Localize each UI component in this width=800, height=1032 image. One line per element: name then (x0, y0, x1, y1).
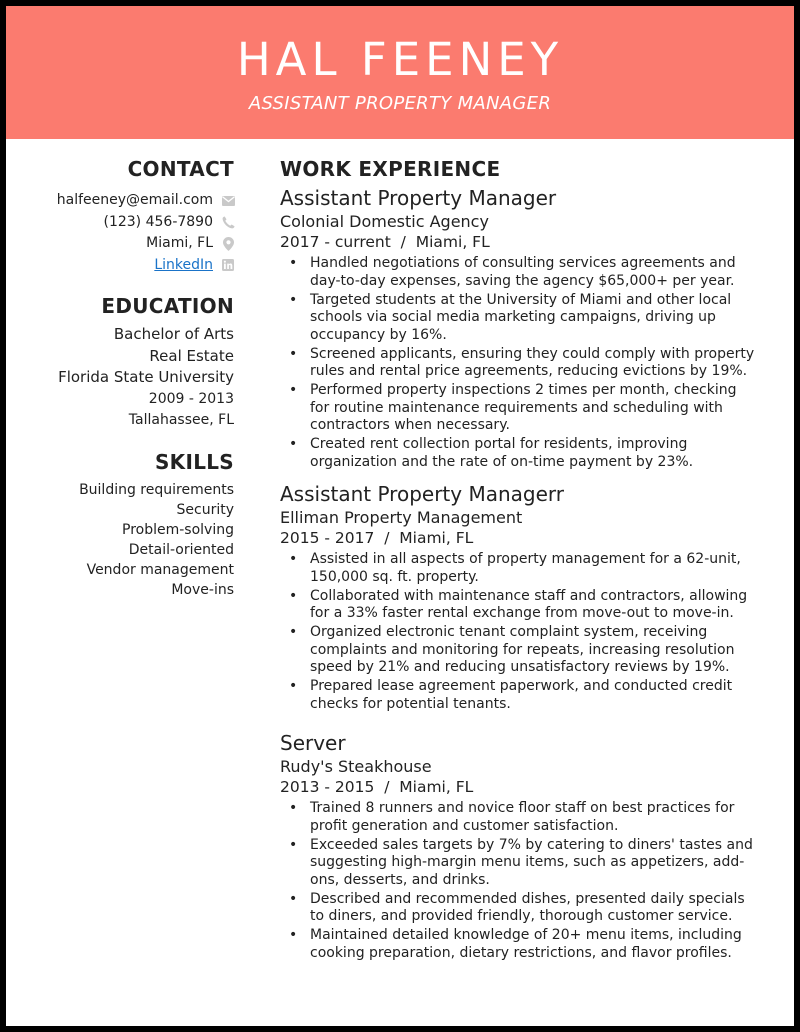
contact-location (6, 233, 234, 255)
job-bullet: • Maintained detailed knowledge of 20+ menu items, including cooking preparation, dietary restrictions, and flavor profiles. (310, 927, 760, 962)
job-bullet: • Collaborated with maintenance staff and contractors, allowing for a 33% faster rental exchange from move-out to move-in. (310, 588, 760, 623)
contact-phone (6, 212, 234, 234)
skill-item: Building requirements (79, 481, 234, 498)
contact-email (6, 190, 234, 212)
job-bullets (280, 800, 760, 962)
job-entry (280, 731, 760, 962)
education-location: Tallahassee, FL (128, 412, 234, 428)
job-bullet: • Created rent collection portal for residents, improving organization and the rate of on-time payment by 23%. (310, 436, 760, 471)
job-dates: 2013 - 2015 / Miami, FL (280, 778, 474, 796)
skill-item: Problem-solving (122, 521, 234, 538)
skill-item: Vendor management (86, 561, 234, 578)
map-pin-icon (221, 237, 235, 251)
contact-linkedin (6, 255, 234, 277)
location-text: Miami, FL (146, 235, 213, 251)
job-title: Assistant Property Managerr (280, 482, 564, 506)
phone-icon (221, 215, 235, 229)
linkedin-icon (221, 258, 235, 272)
job-company: Colonial Domestic Agency (280, 212, 489, 231)
resume-page (6, 6, 794, 1026)
work-experience-heading: WORK EXPERIENCE (280, 157, 501, 181)
job-bullet: • Targeted students at the University of Miami and other local schools via social media marketing campaigns, driving up occupancy by 16%. (310, 292, 760, 345)
job-bullet: • Described and recommended dishes, presented daily specials to diners, and provided friendly, thorough customer service. (310, 891, 760, 926)
job-entry (280, 482, 760, 713)
education-years: 2009 - 2013 (148, 390, 234, 407)
candidate-role: ASSISTANT PROPERTY MANAGER (248, 93, 552, 114)
job-bullet: • Trained 8 runners and novice floor staff on best practices for profit generation and customer satisfaction. (310, 800, 760, 835)
header-banner (6, 6, 794, 139)
envelope-icon (221, 194, 235, 208)
job-bullet: • Performed property inspections 2 times per month, checking for routine maintenance requirements and scheduling with contractors when necessary. (310, 382, 760, 435)
job-entry (280, 186, 760, 471)
education-degree: Bachelor of Arts (113, 325, 234, 343)
phone-text[interactable]: (123) 456-7890 (103, 213, 213, 230)
email-text[interactable]: halfeeney@email.com (56, 192, 213, 208)
contact-heading: CONTACT (127, 157, 234, 181)
job-bullet: • Organized electronic tenant complaint system, receiving complaints and monitoring for repeats, increasing resolution speed by 21% and reducing unsatisfactory reviews by 19%. (310, 624, 760, 677)
education-major: Real Estate (149, 346, 234, 365)
right-column (280, 156, 760, 964)
job-bullets (280, 551, 760, 713)
skill-item: Detail-oriented (128, 541, 234, 558)
job-bullet: • Screened applicants, ensuring they could comply with property rules and rental price agreements, reducing evictions by 19%. (310, 346, 760, 381)
job-bullet: • Handled negotiations of consulting services agreements and day-to-day expenses, saving the agency $65,000+ per year. (310, 255, 760, 290)
job-dates: 2015 - 2017 / Miami, FL (280, 529, 474, 547)
job-bullets (280, 255, 760, 471)
linkedin-link[interactable]: LinkedIn (154, 256, 213, 273)
job-company: Rudy's Steakhouse (280, 757, 432, 776)
education-school: Florida State University (58, 368, 234, 386)
skill-item: Security (176, 501, 234, 518)
job-dates: 2017 - current / Miami, FL (280, 233, 490, 251)
job-title: Assistant Property Manager (280, 186, 557, 210)
education-heading: EDUCATION (101, 294, 234, 318)
job-bullet: • Exceeded sales targets by 7% by catering to diners' tastes and suggesting high-margin menu items, such as appetizers, add-ons, desserts, and drinks. (310, 837, 760, 890)
left-column (6, 156, 234, 600)
job-bullet: • Prepared lease agreement paperwork, and conducted credit checks for potential tenants. (310, 678, 760, 713)
candidate-name: HAL FEENEY (236, 33, 564, 86)
skills-heading: SKILLS (154, 449, 234, 474)
job-company: Elliman Property Management (280, 508, 523, 527)
job-title: Server (280, 731, 346, 755)
skill-item: Move-ins (171, 581, 234, 598)
job-bullet: • Assisted in all aspects of property management for a 62-unit, 150,000 sq. ft. property. (310, 551, 760, 586)
